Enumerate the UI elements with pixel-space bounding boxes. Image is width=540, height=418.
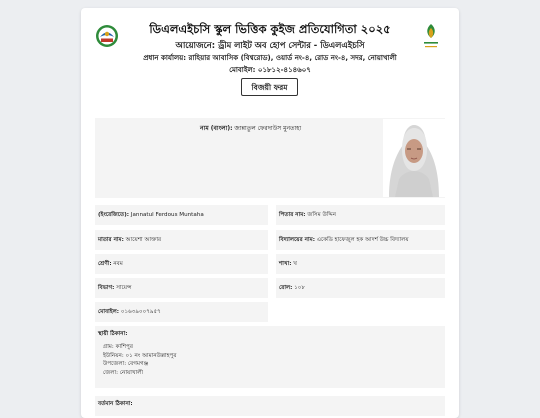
school-name-label: বিদ্যালয়ের নাম: [279, 237, 315, 243]
name-en-label: (ইংরেজিতে): [98, 212, 130, 218]
group-field [95, 278, 268, 298]
section-label: শাখা: [279, 261, 292, 267]
group-label: বিভাগ: [98, 285, 115, 291]
present-address-title: বর্তমান ঠিকানা: [98, 401, 133, 407]
office-address: প্রধান কার্যালয়: রাহিয়ার আবাসিক (বিশ্বরোড), ওয়ার্ড নং-৪, রোড নং-৪, সদর, নোয়াখালী [143, 54, 397, 62]
name-bn-field [200, 123, 301, 134]
mother-name-value: আয়েশা আক্তার [125, 237, 162, 243]
mother-name-field [95, 230, 268, 250]
class-label: শ্রেণী: [98, 261, 112, 267]
father-name-label: পিতার নাম: [279, 212, 306, 218]
roll-field [276, 278, 445, 298]
address-union: ইউনিয়ন: ০১ নং আমানউল্লাহপুর [103, 352, 177, 359]
name-bn-value: জান্নাতুল ফেরদাউস মুনতাহা [234, 125, 302, 132]
name-en-value: Jannatul Ferdous Muntaha [130, 212, 204, 218]
page-title: ডিএলএইচসি স্কুল ভিত্তিক কুইজ প্রতিযোগিতা ২০২৫ [149, 22, 391, 36]
mobile-label: মোবাইল: [98, 309, 120, 315]
name-bn-label: নাম (বাংলা): [200, 125, 233, 132]
class-field [95, 254, 268, 274]
address-village: গ্রাম: কাশিপুর [103, 344, 133, 350]
group-value: সায়েন্স [116, 285, 132, 291]
name-en-field [95, 205, 268, 225]
roll-label: রোল: [279, 285, 293, 291]
permanent-address-title: স্থায়ী ঠিকানা: [98, 331, 128, 337]
name-photo-row [95, 118, 445, 198]
permanent-address-block [95, 326, 445, 388]
section-field [276, 254, 445, 274]
address-district: জেলা: নোয়াখালী [103, 369, 143, 376]
class-value: নবম [113, 261, 123, 267]
winner-form-card [81, 8, 459, 418]
mobile-field [95, 302, 268, 322]
roll-value: ১০৮ [294, 285, 306, 291]
school-name-value: একেডি হাফেজুল হক আদর্শ উচ্চ বিদ্যালয় [316, 237, 409, 243]
present-address-block [95, 396, 445, 416]
mother-name-label: মাতার নাম: [98, 237, 124, 243]
student-photo [383, 119, 445, 197]
winner-form-button[interactable]: বিজয়ী ফরম [241, 78, 298, 96]
father-name-value: জসিম উদ্দিন [307, 212, 336, 218]
school-name-field [276, 230, 445, 250]
father-name-field [276, 205, 445, 225]
office-mobile: মোবাইল: ০১৮১২-৪১৪৬০৭ [229, 66, 311, 74]
organizer-line: আয়োজনে: ড্রীম লাইট অব হোপ সেন্টার - ডিএলএইচসি [175, 40, 365, 50]
mobile-value: ০১৬৩৯০০৭৯৫৭ [120, 309, 161, 315]
address-upazila: উপজেলা: বেগমগঞ্জ [103, 361, 149, 368]
section-value: খ [293, 261, 297, 267]
